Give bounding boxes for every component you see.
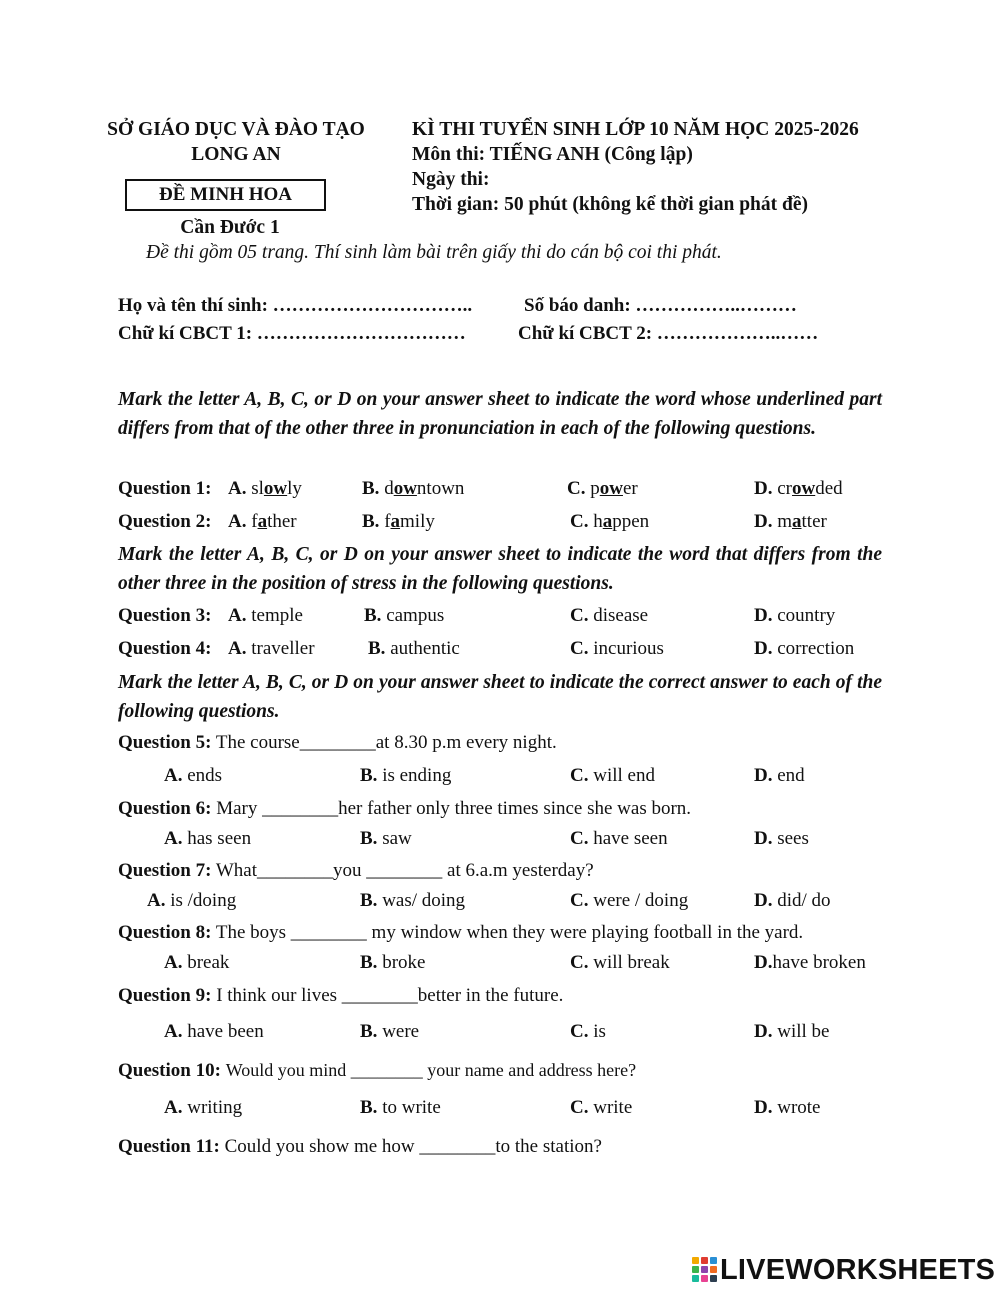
q2-option-c[interactable]: C. happen: [570, 511, 650, 532]
exam-date: Ngày thi:: [412, 169, 490, 190]
q7-option-c[interactable]: C. were / doing: [570, 890, 689, 911]
instruction-pronunciation: Mark the letter A, B, C, or D on your answer sheet to indicate the word whose underlined part differs from that of the other three in pronunciation in each of the following questions.: [118, 389, 882, 439]
candidate-id-field: Số báo danh: ……………..………: [524, 295, 797, 316]
question-10: Question 10: Would you mind ________ your name and address here?: [118, 1060, 637, 1081]
q6-option-b[interactable]: B. saw: [360, 828, 412, 849]
q1-option-b[interactable]: B. downtown: [362, 478, 465, 499]
q3-option-c[interactable]: C. disease: [570, 605, 649, 626]
question-6: Question 6: Mary ________her father only three times since she was born.: [118, 798, 692, 819]
q6-option-d[interactable]: D. sees: [754, 828, 809, 849]
q4-option-b[interactable]: B. authentic: [368, 638, 460, 659]
q3-option-d[interactable]: D. country: [754, 605, 836, 626]
exam-type-label: ĐỀ MINH HOA: [159, 184, 292, 205]
q5-option-a[interactable]: A. ends: [164, 765, 223, 786]
q1-option-a[interactable]: A. slowly: [228, 478, 302, 499]
q5-option-d[interactable]: D. end: [754, 765, 805, 786]
q10-option-b[interactable]: B. to write: [360, 1097, 441, 1118]
q6-option-c[interactable]: C. have seen: [570, 828, 668, 849]
logo-text: LIVEWORKSHEETS: [720, 1253, 996, 1286]
exam-type-box: [125, 179, 326, 211]
q2-option-a[interactable]: A. father: [228, 511, 297, 532]
question-1: Question 1:: [118, 478, 212, 499]
q9-option-a[interactable]: A. have been: [164, 1021, 264, 1042]
q8-option-d[interactable]: D.have broken: [754, 952, 866, 973]
logo-grid-icon: [692, 1257, 718, 1283]
q5-option-c[interactable]: C. will end: [570, 765, 655, 786]
q5-option-b[interactable]: B. is ending: [360, 765, 452, 786]
question-9: Question 9: I think our lives ________better in the future.: [118, 985, 564, 1006]
q8-option-c[interactable]: C. will break: [570, 952, 670, 973]
q9-option-b[interactable]: B. were: [360, 1021, 420, 1042]
question-8: Question 8: The boys ________ my window when they were playing football in the yard.: [118, 922, 804, 943]
q10-option-c[interactable]: C. write: [570, 1097, 633, 1118]
instruction-stress: Mark the letter A, B, C, or D on your answer sheet to indicate the word that differs from the other three in the position of stress in the following questions.: [118, 544, 882, 594]
question-5: Question 5: The course________at 8.30 p.m every night.: [118, 732, 557, 753]
q4-option-a[interactable]: A. traveller: [228, 638, 315, 659]
supervisor-1-signature: Chữ kí CBCT 1: ……………………………: [118, 323, 466, 344]
question-4: Question 4:: [118, 638, 212, 659]
candidate-name-field: Họ và tên thí sinh: …………………………..: [118, 295, 473, 316]
q1-option-d[interactable]: D. crowded: [754, 478, 843, 499]
q7-option-a[interactable]: A. is /doing: [147, 890, 237, 911]
q4-option-d[interactable]: D. correction: [754, 638, 855, 659]
q7-option-d[interactable]: D. did/ do: [754, 890, 831, 911]
question-3: Question 3:: [118, 605, 212, 626]
liveworksheets-logo: [692, 1253, 995, 1287]
question-2: Question 2:: [118, 511, 212, 532]
exam-subject: Môn thi: TIẾNG ANH (Công lập): [412, 144, 693, 165]
q7-option-b[interactable]: B. was/ doing: [360, 890, 466, 911]
supervisor-2-signature: Chữ kí CBCT 2: ………………..……: [518, 323, 819, 344]
q3-option-b[interactable]: B. campus: [364, 605, 445, 626]
q10-option-a[interactable]: A. writing: [164, 1097, 243, 1118]
exam-note: Đề thi gồm 05 trang. Thí sinh làm bài trên giấy thi do cán bộ coi thi phát.: [146, 242, 722, 263]
q1-option-c[interactable]: C. power: [567, 478, 638, 499]
department-name: SỞ GIÁO DỤC VÀ ĐÀO TẠO: [107, 119, 365, 140]
q2-option-b[interactable]: B. family: [362, 511, 435, 532]
q8-option-a[interactable]: A. break: [164, 952, 230, 973]
q4-option-c[interactable]: C. incurious: [570, 638, 664, 659]
exam-title: KÌ THI TUYỂN SINH LỚP 10 NĂM HỌC 2025-2026: [412, 119, 859, 140]
province-name: LONG AN: [191, 144, 281, 165]
q9-option-d[interactable]: D. will be: [754, 1021, 830, 1042]
q9-option-c[interactable]: C. is: [570, 1021, 606, 1042]
question-7: Question 7: What________you ________ at 6.a.m yesterday?: [118, 860, 594, 881]
instruction-grammar: Mark the letter A, B, C, or D on your answer sheet to indicate the correct answer to each of the following questions.: [118, 672, 882, 722]
q10-option-d[interactable]: D. wrote: [754, 1097, 821, 1118]
exam-duration: Thời gian: 50 phút (không kể thời gian phát đề): [412, 194, 808, 215]
q8-option-b[interactable]: B. broke: [360, 952, 426, 973]
question-11: Question 11: Could you show me how ________to the station?: [118, 1136, 602, 1157]
q2-option-d[interactable]: D. matter: [754, 511, 827, 532]
school-name: Cần Đước 1: [180, 217, 280, 238]
q6-option-a[interactable]: A. has seen: [164, 828, 252, 849]
q3-option-a[interactable]: A. temple: [228, 605, 303, 626]
